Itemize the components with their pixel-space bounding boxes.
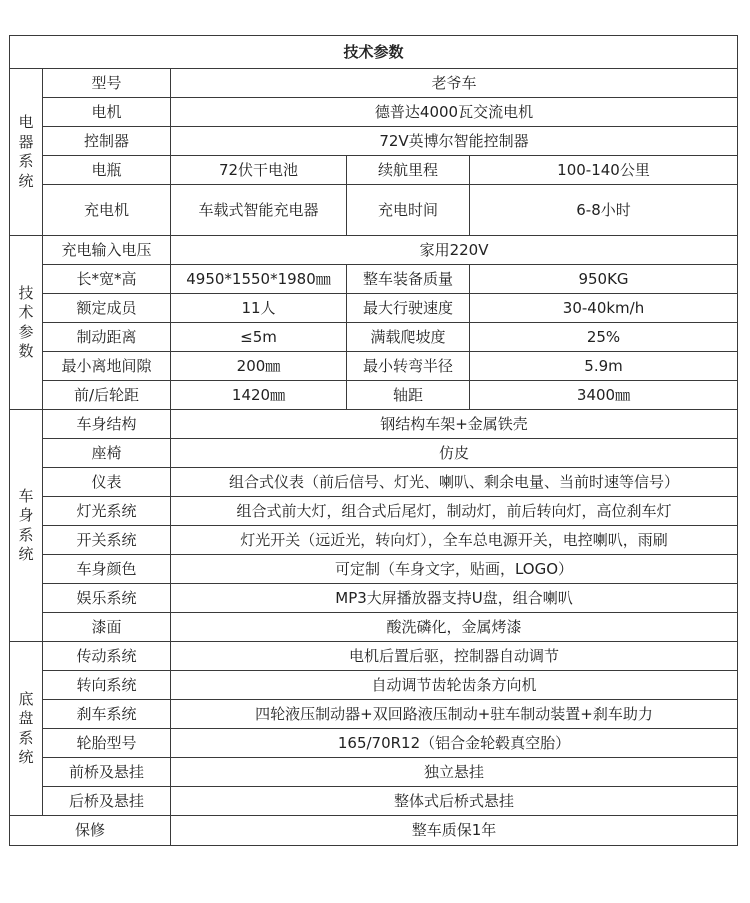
spec-label: 车身结构 [43, 410, 171, 439]
spec-label: 娱乐系统 [43, 584, 171, 613]
spec-row-controller [10, 127, 738, 156]
spec-row-entertainment [10, 584, 738, 613]
spec-value: 6-8小时 [470, 185, 738, 236]
spec-row-paint [10, 613, 738, 642]
spec-label: 车身颜色 [43, 555, 171, 584]
spec-label: 传动系统 [43, 642, 171, 671]
spec-value: MP3大屏播放器支持U盘，组合喇叭 [171, 584, 738, 613]
spec-value: ≤5m [171, 323, 347, 352]
spec-value: 电机后置后驱，控制器自动调节 [171, 642, 738, 671]
section-chassis: 底盘系统 [10, 642, 43, 816]
spec-label: 座椅 [43, 439, 171, 468]
spec-value: 自动调节齿轮齿条方向机 [171, 671, 738, 700]
spec-row-battery [10, 156, 738, 185]
spec-label: 电机 [43, 98, 171, 127]
spec-value: 950KG [470, 265, 738, 294]
spec-label: 轮胎型号 [43, 729, 171, 758]
spec-value: 72伏干电池 [171, 156, 347, 185]
spec-row-brake [10, 700, 738, 729]
spec-value: 钢结构车架+金属铁壳 [171, 410, 738, 439]
spec-value: 200㎜ [171, 352, 347, 381]
section-electrical: 电器系统 [10, 69, 43, 236]
spec-value: 整体式后桥式悬挂 [171, 787, 738, 816]
spec-label: 灯光系统 [43, 497, 171, 526]
spec-label: 前/后轮距 [43, 381, 171, 410]
spec-value: 仿皮 [171, 439, 738, 468]
spec-value: 30-40km/h [470, 294, 738, 323]
spec-row-seats [10, 294, 738, 323]
spec-row-braking [10, 323, 738, 352]
spec-value: 独立悬挂 [171, 758, 738, 787]
spec-label: 开关系统 [43, 526, 171, 555]
spec-value: 72V英博尔智能控制器 [171, 127, 738, 156]
spec-label: 最小转弯半径 [347, 352, 470, 381]
spec-value: 3400㎜ [470, 381, 738, 410]
spec-value: 四轮液压制动器+双回路液压制动+驻车制动装置+刹车助力 [171, 700, 738, 729]
spec-value: 4950*1550*1980㎜ [171, 265, 347, 294]
spec-value: 25% [470, 323, 738, 352]
spec-value: 100-140公里 [470, 156, 738, 185]
spec-row-structure [10, 410, 738, 439]
warranty-value: 整车质保1年 [171, 816, 738, 846]
spec-label: 充电输入电压 [43, 236, 171, 265]
spec-value: 灯光开关（远近光，转向灯），全车总电源开关，电控喇叭，雨刷 [171, 526, 738, 555]
spec-label: 控制器 [43, 127, 171, 156]
spec-row-dashboard [10, 468, 738, 497]
spec-label: 长*宽*高 [43, 265, 171, 294]
spec-label: 仪表 [43, 468, 171, 497]
spec-value: 组合式前大灯，组合式后尾灯，制动灯，前后转向灯，高位刹车灯 [171, 497, 738, 526]
spec-value: 5.9m [470, 352, 738, 381]
spec-label: 漆面 [43, 613, 171, 642]
spec-row-color [10, 555, 738, 584]
table-title: 技术参数 [10, 36, 738, 69]
spec-label: 满载爬坡度 [347, 323, 470, 352]
spec-row-seat [10, 439, 738, 468]
spec-label: 电瓶 [43, 156, 171, 185]
spec-row-rear-suspension [10, 787, 738, 816]
title-row [10, 36, 738, 69]
spec-row-switch [10, 526, 738, 555]
section-body: 车身系统 [10, 410, 43, 642]
spec-value: 165/70R12（铝合金轮毂真空胎） [171, 729, 738, 758]
spec-label: 型号 [43, 69, 171, 98]
spec-row-clearance [10, 352, 738, 381]
spec-value: 车载式智能充电器 [171, 185, 347, 236]
spec-value: 德普达4000瓦交流电机 [171, 98, 738, 127]
spec-label: 整车装备质量 [347, 265, 470, 294]
spec-label: 充电时间 [347, 185, 470, 236]
spec-label: 后桥及悬挂 [43, 787, 171, 816]
spec-label: 前桥及悬挂 [43, 758, 171, 787]
spec-row-motor [10, 98, 738, 127]
spec-label: 最大行驶速度 [347, 294, 470, 323]
spec-label: 充电机 [43, 185, 171, 236]
tech-spec-table [9, 35, 738, 846]
spec-label: 续航里程 [347, 156, 470, 185]
spec-row-input-voltage [10, 236, 738, 265]
spec-row-steering [10, 671, 738, 700]
warranty-label: 保修 [10, 816, 171, 846]
section-technical: 技术参数 [10, 236, 43, 410]
spec-value: 酸洗磷化，金属烤漆 [171, 613, 738, 642]
spec-value: 组合式仪表（前后信号、灯光、喇叭、剩余电量、当前时速等信号） [171, 468, 738, 497]
spec-row-front-suspension [10, 758, 738, 787]
spec-row-tire [10, 729, 738, 758]
spec-value: 11人 [171, 294, 347, 323]
spec-label: 额定成员 [43, 294, 171, 323]
spec-label: 最小离地间隙 [43, 352, 171, 381]
spec-row-lighting [10, 497, 738, 526]
spec-row-warranty [10, 816, 738, 846]
spec-label: 转向系统 [43, 671, 171, 700]
spec-row-dimensions [10, 265, 738, 294]
spec-label: 制动距离 [43, 323, 171, 352]
spec-label: 轴距 [347, 381, 470, 410]
spec-label: 刹车系统 [43, 700, 171, 729]
spec-row-model [10, 69, 738, 98]
spec-row-transmission [10, 642, 738, 671]
spec-value: 1420㎜ [171, 381, 347, 410]
spec-row-track [10, 381, 738, 410]
spec-value: 家用220V [171, 236, 738, 265]
spec-row-charger [10, 185, 738, 236]
spec-value: 老爷车 [171, 69, 738, 98]
spec-value: 可定制（车身文字，贴画，LOGO） [171, 555, 738, 584]
